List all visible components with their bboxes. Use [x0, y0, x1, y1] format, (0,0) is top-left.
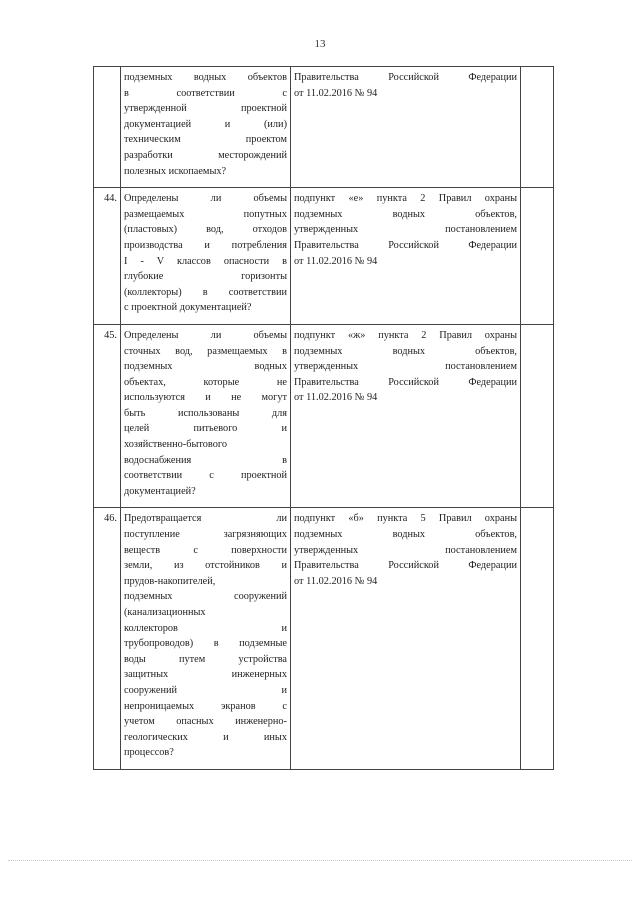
reference-cell-line: подземных водных объектов,: [294, 345, 517, 357]
question-cell-line: объектах, которые не: [124, 376, 287, 388]
reference-cell-line: подземных водных объектов,: [294, 529, 517, 541]
reference-cell: [291, 188, 521, 325]
empty-cell: [521, 188, 554, 325]
reference-cell-line: подземных водных объектов,: [294, 208, 517, 220]
table-row: [94, 188, 554, 325]
empty-cell: [521, 67, 554, 188]
question-cell-line: земли, из отстойников и: [124, 560, 287, 572]
reference-cell-line: Правительства Российской Федерации: [294, 560, 517, 572]
question-cell-line: быть использованы для: [124, 407, 287, 419]
question-cell-line: Определены ли объемы: [124, 329, 287, 341]
question-cell-line: в соответствии с: [124, 87, 287, 99]
question-cell-line: сточных вод, размещаемых в: [124, 345, 287, 357]
reference-cell-line: от 11.02.2016 № 94: [294, 255, 378, 267]
reference-cell: [291, 324, 521, 508]
table-body: [94, 67, 554, 770]
empty-cell: [521, 324, 554, 508]
question-cell-line: учетом опасных инженерно-: [124, 716, 287, 728]
reference-cell-line: Правительства Российской Федерации: [294, 376, 517, 388]
question-cell-line: используются и не могут: [124, 392, 287, 404]
empty-cell: [521, 508, 554, 770]
question-cell-line: I - V классов опасности в: [124, 255, 287, 267]
question-cell-line: воды путем устройства: [124, 653, 287, 665]
scan-artifact-line: [8, 860, 632, 861]
question-cell-line: защитных инженерных: [124, 669, 287, 681]
reference-cell-line: утвержденных постановлением: [294, 544, 517, 556]
question-cell-line: прудов-накопителей,: [124, 575, 216, 587]
item-number: 46.: [94, 508, 121, 770]
question-cell: [121, 67, 291, 188]
question-cell-line: трубопроводов) в подземные: [124, 638, 287, 650]
question-cell-line: целей питьевого и: [124, 423, 287, 435]
question-cell-line: коллекторов и: [124, 622, 287, 634]
question-cell-line: (коллекторы) в соответствии: [124, 286, 287, 298]
question-cell: [121, 324, 291, 508]
question-cell-line: сооружений и: [124, 684, 287, 696]
table-row: [94, 508, 554, 770]
question-cell-line: Определены ли объемы: [124, 193, 287, 205]
question-cell-line: документацией и (или): [124, 118, 287, 130]
reference-cell: [291, 508, 521, 770]
question-cell-line: полезных ископаемых?: [124, 165, 227, 177]
question-cell-line: с проектной документацией?: [124, 302, 252, 314]
question-cell: [121, 508, 291, 770]
question-cell-line: техническим проектом: [124, 134, 287, 146]
question-cell-line: утвержденной проектной: [124, 103, 287, 115]
reference-cell-line: утвержденных постановлением: [294, 224, 517, 236]
question-cell-line: подземных водных объектов: [124, 72, 287, 83]
question-cell-line: производства и потребления: [124, 239, 287, 251]
question-cell-line: (пластовых) вод, отходов: [124, 224, 287, 236]
question-cell-line: Предотвращается ли: [124, 513, 287, 525]
question-cell-line: разработки месторождений: [124, 149, 287, 161]
question-cell-line: процессов?: [124, 747, 174, 759]
reference-cell: [291, 67, 521, 188]
reference-cell-line: от 11.02.2016 № 94: [294, 392, 378, 404]
page-number: 13: [314, 38, 326, 50]
requirements-table: [93, 66, 554, 770]
reference-cell-line: подпункт «е» пункта 2 Правил охраны: [294, 193, 517, 205]
question-cell-line: глубокие горизонты: [124, 271, 287, 283]
reference-cell-line: подпункт «б» пункта 5 Правил охраны: [294, 513, 517, 525]
reference-cell-line: Правительства Российской Федерации: [294, 72, 517, 83]
question-cell-line: водоснабжения в: [124, 454, 287, 466]
question-cell-line: веществ с поверхности: [124, 544, 287, 556]
reference-cell-line: подпункт «ж» пункта 2 Правил охраны: [294, 329, 517, 341]
question-cell-line: поступление загрязняющих: [124, 529, 287, 541]
question-cell-line: соответствии с проектной: [124, 470, 287, 482]
question-cell-line: хозяйственно-бытового: [124, 439, 227, 451]
question-cell-line: подземных водных: [124, 361, 287, 373]
item-number: 44.: [94, 188, 121, 325]
question-cell-line: геологических и иных: [124, 731, 287, 743]
reference-cell-line: утвержденных постановлением: [294, 361, 517, 373]
table-row: [94, 324, 554, 508]
item-number: 45.: [94, 324, 121, 508]
question-cell-line: размещаемых попутных: [124, 208, 287, 220]
reference-cell-line: Правительства Российской Федерации: [294, 239, 517, 251]
reference-cell-line: от 11.02.2016 № 94: [294, 575, 378, 587]
question-cell-line: документацией?: [124, 485, 196, 497]
question-cell: [121, 188, 291, 325]
item-number: [94, 67, 121, 188]
question-cell-line: подземных сооружений: [124, 591, 287, 603]
question-cell-line: непроницаемых экранов с: [124, 700, 287, 712]
reference-cell-line: от 11.02.2016 № 94: [294, 87, 378, 99]
question-cell-line: (канализационных: [124, 607, 206, 618]
table-row: [94, 67, 554, 188]
